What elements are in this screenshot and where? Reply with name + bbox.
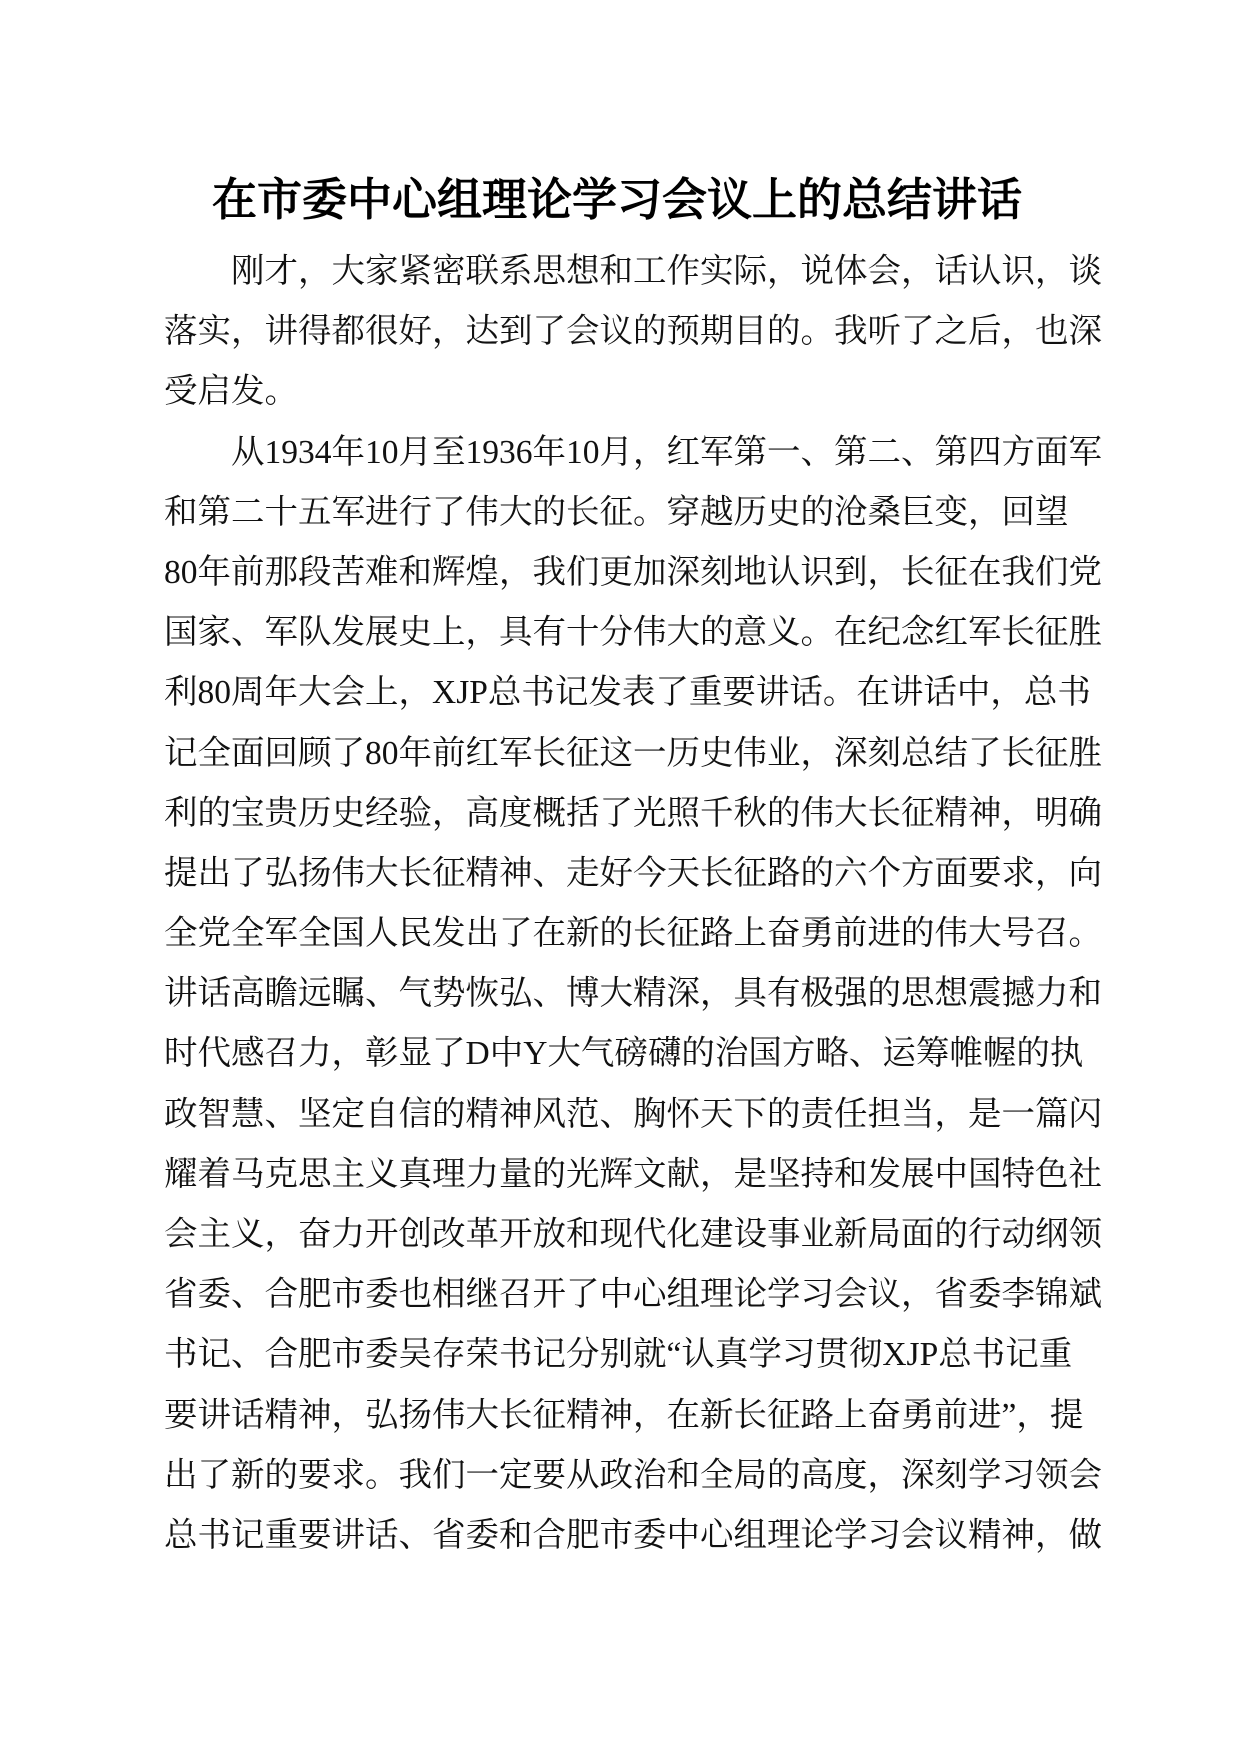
text-line: 讲话高瞻远瞩、气势恢弘、博大精深，具有极强的思想震撼力和 xyxy=(164,975,1102,1013)
document-body xyxy=(164,242,1106,1566)
text-line: 省委、合肥市委也相继召开了中心组理论学习会议，省委李锦斌 xyxy=(164,1276,1102,1314)
text-line: 提出了弘扬伟大长征精神、走好今天长征路的六个方面要求，向 xyxy=(164,854,1102,892)
text-line: 从1934年10月至1936年10月，红军第一、第二、第四方面军 xyxy=(231,433,1102,471)
text-line: 国家、军队发展史上，具有十分伟大的意义。在纪念红军长征胜 xyxy=(164,614,1102,652)
text-line: 要讲话精神，弘扬伟大长征精神，在新长征路上奋勇前进”，提 xyxy=(164,1396,1084,1434)
text-line: 利的宝贵历史经验，高度概括了光照千秋的伟大长征精神，明确 xyxy=(164,794,1102,832)
text-line: 80年前那段苦难和辉煌，我们更加深刻地认识到，长征在我们党 xyxy=(164,553,1102,591)
text-line: 会主义，奋力开创改革开放和现代化建设事业新局面的行动纲领 xyxy=(164,1216,1102,1253)
text-line: 书记、合肥市委吴存荣书记分别就“认真学习贯彻XJP总书记重 xyxy=(164,1336,1073,1374)
paragraph-long-march xyxy=(164,423,1106,1567)
text-line: 记全面回顾了80年前红军长征这一历史伟业，深刻总结了长征胜 xyxy=(164,734,1102,772)
text-line: 出了新的要求。我们一定要从政治和全局的高度，深刻学习领会 xyxy=(164,1456,1102,1494)
paragraph-opening xyxy=(164,242,1106,423)
text-line: 利80周年大会上，XJP总书记发表了重要讲话。在讲话中，总书 xyxy=(164,674,1091,712)
text-line: 和第二十五军进行了伟大的长征。穿越历史的沧桑巨变，回望 xyxy=(164,493,1069,531)
text-line: 时代感召力，彰显了D中Y大气磅礴的治国方略、运筹帷幄的执 xyxy=(164,1035,1084,1073)
text-line: 全党全军全国人民发出了在新的长征路上奋勇前进的伟大号召。 xyxy=(164,915,1102,953)
text-line: 政智慧、坚定自信的精神风范、胸怀天下的责任担当，是一篇闪 xyxy=(164,1095,1102,1133)
text-line: 受启发。 xyxy=(164,373,298,411)
text-line: 耀着马克思主义真理力量的光辉文献，是坚持和发展中国特色社 xyxy=(164,1155,1102,1193)
text-line: 落实，讲得都很好，达到了会议的预期目的。我听了之后，也深 xyxy=(164,313,1102,351)
text-line: 总书记重要讲话、省委和合肥市委中心组理论学习会议精神，做 xyxy=(164,1516,1102,1554)
text-line: 刚才，大家紧密联系思想和工作实际，说体会，话认识，谈 xyxy=(231,253,1102,290)
document-title: 在市委中心组理论学习会议上的总结讲话 xyxy=(211,173,1022,226)
